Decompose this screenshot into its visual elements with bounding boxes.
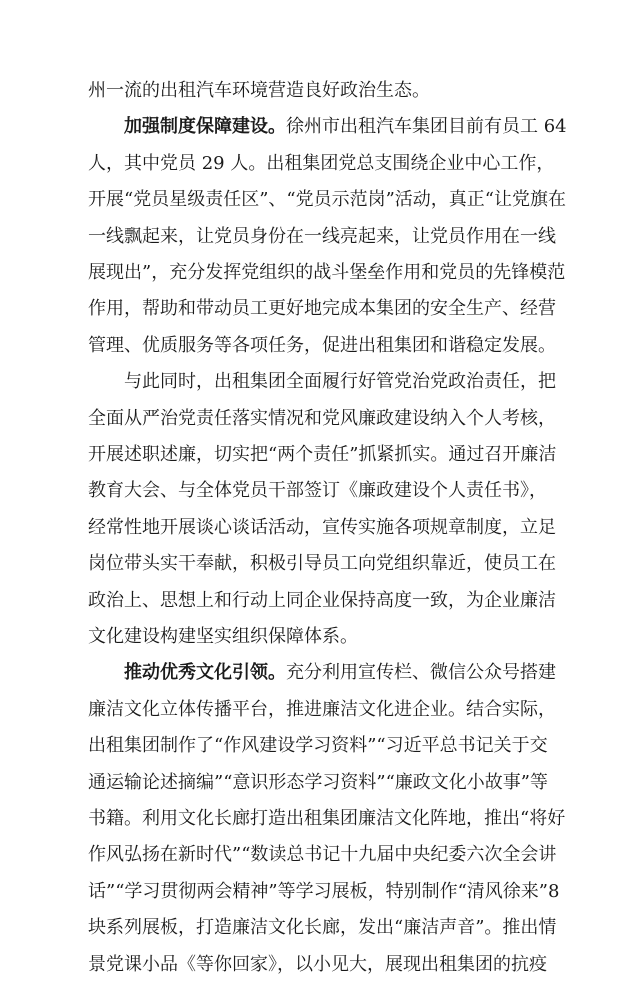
paragraph-text: 展现出”，充分发挥党组织的战斗堡垒作用和党员的先锋模范 [88, 262, 566, 283]
text-line [88, 583, 556, 619]
paragraph-heading: 加强制度保障建设。 [124, 116, 286, 138]
paragraph-text: 廉洁文化立体传播平台，推进廉洁文化进企业。结合实际， [88, 698, 556, 720]
text-line [88, 146, 555, 182]
paragraph-text: 州一流的出租汽车环境营造良好政治生态。 [88, 80, 430, 101]
text-line [124, 655, 556, 691]
text-line [124, 364, 556, 400]
paragraph-text: 作风弘扬在新时代”“数读总书记十九届中央纪委六次全会讲 [88, 844, 557, 866]
paragraph-text: 开展述职述廉，切实把“两个责任”抓紧抓实。通过召开廉洁 [88, 444, 557, 465]
paragraph-text: 景党课小品《等你回家》，以小见大，展现出租集团的抗疫 [88, 953, 547, 975]
text-line [88, 182, 567, 218]
paragraph-text: 管理、优质服务等各项任务，促进出租集团和谐稳定发展。 [88, 334, 556, 356]
text-line [88, 328, 556, 364]
text-line [88, 874, 560, 910]
paragraph-text: 教育大会、与全体党员干部签订《廉政建设个人责任书》， [88, 480, 547, 502]
text-line [88, 692, 556, 728]
text-line [88, 219, 556, 255]
text-line [88, 291, 556, 327]
text-line [88, 947, 547, 983]
paragraph-text: 通运输论述摘编”“意识形态学习资料”“廉政文化小故事”等 [88, 771, 549, 793]
paragraph-text: 书籍。利用文化长廊打造出租集团廉洁文化阵地，推出“将好 [88, 808, 566, 829]
paragraph-text: 经常性地开展谈心谈话活动，宣传实施各项规章制度，立足 [88, 516, 556, 538]
text-line [124, 109, 567, 145]
paragraph-text: 政治上、思想上和行动上同企业保持高度一致，为企业廉洁 [88, 589, 556, 611]
text-line [88, 473, 547, 509]
text-line [88, 437, 557, 473]
paragraph-text: 出租集团制作了“作风建设学习资料”“习近平总书记关于交 [88, 735, 548, 757]
paragraph-text: 岗位带头实干奉献，积极引导员工向党组织靠近，使员工在 [88, 553, 556, 575]
paragraph-text: 人，其中党员 29 人。出租集团党总支围绕企业中心工作， [88, 152, 555, 174]
text-line [88, 73, 543, 109]
paragraph-text: 充分利用宣传栏、微信公众号搭建 [286, 662, 556, 684]
text-line [88, 910, 557, 946]
paragraph-heading: 推动优秀文化引领。 [124, 662, 286, 684]
paragraph-text: 与此同时，出租集团全面履行好管党治党政治责任，把 [124, 371, 556, 393]
text-line [88, 837, 557, 873]
paragraph-text: 一线飘起来，让党员身份在一线亮起来，让党员作用在一线 [88, 225, 556, 247]
paragraph-text: 话”“学习贯彻两会精神”等学习展板，特别制作“清风徐来”8 [88, 880, 560, 902]
text-line [88, 401, 556, 437]
text-line [88, 765, 549, 801]
paragraph-text: 开展“党员星级责任区”、“党员示范岗”活动，真正“让党旗在 [88, 189, 567, 211]
text-line [88, 619, 543, 655]
paragraph-text: 块系列展板，打造廉洁文化长廊，发出“廉洁声音”。推出情 [88, 917, 557, 939]
paragraph-text: 徐州市出租汽车集团目前有员工 64 [286, 116, 567, 138]
text-line [88, 546, 556, 582]
text-line [88, 801, 566, 837]
text-line [88, 255, 566, 291]
paragraph-text: 文化建设构建坚实组织保障体系。 [88, 626, 358, 647]
text-line [88, 510, 556, 546]
paragraph-text: 全面从严治党责任落实情况和党风廉政建设纳入个人考核， [88, 407, 556, 429]
paragraph-text: 作用，帮助和带动员工更好地完成本集团的安全生产、经营 [88, 298, 556, 320]
text-line [88, 728, 548, 764]
